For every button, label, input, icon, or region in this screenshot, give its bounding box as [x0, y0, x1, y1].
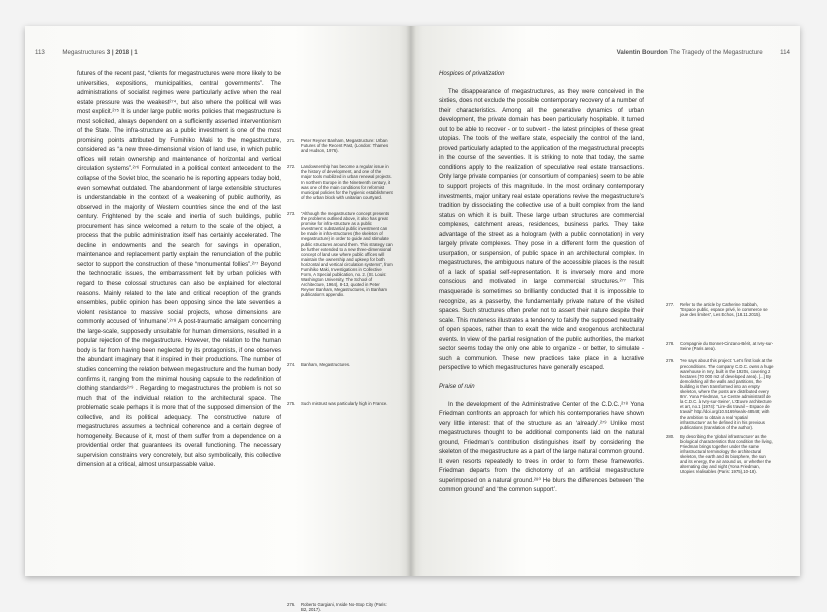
right-footnotes — [666, 302, 774, 475]
article-title: The Tragedy of the Megastructure — [669, 49, 763, 56]
footnote-number: 271. — [287, 138, 296, 143]
footnote — [666, 434, 774, 475]
footnote — [287, 211, 393, 298]
footnote-number: 275. — [287, 400, 296, 406]
right-paragraph: The disappearance of megastructures, as they were conceived in the sixties, does not exclude the possible contemporary recovery of a number of their characteristics. Among all the generative dynamics of urban development, the private domain has been particularly hospitable. It turned out to be able to recover - or to subvert - the latest principles of these great utopias. The tools of the welfare state, especially the control of the land, proved particularly adapted to the application of the megastructural precepts in the course of the seventies. It is striking to note that today, the same conditions apply to the realization of speculative real estate transactions. Only large private companies (or consortium of companies) seem to be able to support projects of this magnitude. In the most ordinary contemporary investments, major unitary real estate operations revive the megastructure’s tradition by dissociating the collective use of a built complex from the land status on which it is built. These large urban structures are commercial complexes, catchment areas, residences, business parks. They take advantage of the street as a hologram (with a public connotation) in very largely private complexes. They pose in a different form the question of usurpation, or suspension, of public space in an architectural complex. In megastructures, the ambiguous nature of the accessible places is the result of a lack of spatial self-representation. It is inversely more and more conscious and motivated in large commercial structures.²⁷⁷ This masquerade is sometimes so brilliantly conducted that it is impossible to recognize, as a passerby, the fundamentally private nature of the visited spaces. Such structures often prefer not to assert their nature despite their scale. This muteness illustrates a tendency to falsify the supposed neutrality of open spaces, rather than to exalt the wide and exogenous architectural events. In view of the partial resignation of the public authorities, the market sector seems today the only one able to organize - or better, to simulate - such a communion. These new practices take place in a lucrative perspective to which megastructures have generally escaped. — [439, 88, 644, 372]
footnote-text: Such mistrust was particularly high in France. — [301, 400, 388, 406]
author-name: Valentin Bourdon — [616, 49, 668, 56]
footnote-number: 278. — [666, 341, 675, 347]
footnote-text: By describing the ‘global infrastructure’ as the biological characteristics that condition the living, Friedman brings together under the same infrastructural terminology the architectural skeleton, the earth and its biosphere, the sun and its energy, the air around us, or whether the alternating day and night (Yona Friedman, Utopies réalisables (Paris: 1975),10-18). — [680, 433, 773, 475]
footnote — [287, 602, 393, 612]
footnote-text: Compagnie du Bonnet-Cinzano-Bérit, at Ivry-sur-Seine (Paris area). — [680, 341, 774, 352]
left-page-number: 113 — [35, 49, 45, 56]
footnote — [287, 138, 393, 153]
left-page — [25, 26, 411, 612]
footnote — [666, 358, 774, 429]
footnote-text: Landownership has become a regular issue in the history of development, and one of the major tools mobilized in urban renewal projects. In northern Europe in the Nineteenth century, it was one of the main conditions for reformist municipal policies for the hygienic establishment of the urban block with unitarian courtyard. — [301, 164, 393, 200]
journal-issue: 3 | 2018 | 1 — [106, 49, 138, 56]
left-running-head — [35, 49, 138, 56]
footnote-text: “He says about this project: ‘Let’s first look at the preconditions. The company C.D.C. owns a huge warehouse in Ivry, built in the 1920s, covering 2 hectares (70 000 m2 of developed area). [...] By demolishing all the walls and partitions, the building is then transformed into an empty skeleton, where the posts are distributed every 8m’. Yona Friedman, ‘Le Centre administratif de la C.D.C. à Ivry-sur-Seine’, L’Œuvre architecture et art, no.1 (1974): “Lire-dis travail – Espace de travail” http://doi.org/10.5169/seals-48548; with the ambition to obtain a real ‘spatial infrastructure’ as he defined it in his previous publications (translation of the author). — [680, 358, 774, 430]
right-running-head — [617, 49, 790, 56]
footnote-text: Refer to the article by Catherine Sabbah, “Espace public, espace privé, le commerce se joue des limites”, Les Echos, (18.11.2015). — [680, 302, 768, 318]
footnote — [287, 362, 393, 367]
right-page — [411, 26, 800, 576]
left-paragraph: futures of the recent past, “clients for megastructures were more likely to be universities, expositions, municipalities, central governments”. The administrations of socialist regimes were particularly active when the real estate pressure was the weakest²⁷⁴, but also where the political will was most explicit.²⁷⁵ It is under large public works policies that megastructure is most solicited, always dependent on a sufficiently asserted interventionism of the State. The infra-structure as a public investment is one of the most promising points attributed by Fumihiko Maki to the megastructure, considered as “a new three-dimensional vision of land use, in which public offices will retain ownership and maintenance of horizontal and vertical circulation systems”.²⁷⁶ Formulated in a political context antecedent to the collapse of the Soviet bloc, the scenario he is reporting appears today bold, even somewhat outdated. The abandonment of large extensible structures is understandable in the context of a weakening of public authority, as observed in the majority of Western countries since the end of the last century. Frightened by the scale and inertia of such buildings, public procurement has since welcomed a return to the scale of the object, a process that the public administration itself has certainly accelerated. The decline in endowments and the search for savings in operation, maintenance and replacement partly explain the renunciation of the public sector to support the construction of these “monumental follies”.²⁷⁷ Beyond the technocratic issues, the embarrassment felt by urban policies with regard to these colossal structures can also be explained for electoral reasons. Mainly related to the late and critical reception of the grands ensembles, public opinion has been opposing since the late seventies a violent resistance to massive social projects, whose dimensions are commonly accused of ‘inhumane’.²⁷⁸ A post-traumatic amalgam concerning the large-scale, supposedly unsuitable for human dimensions, resulted in a popular rejection of the megastructure. However, the relation to the human body is far from having been neglected by its protagonists, if one observes the abundant imaginary that it inspired in their productions. The number of studies concerning the relation between megastructure and the human body confirms it, ranging from the minimal housing capsule to the redefinition of clothing standards²⁷⁹ . Regarding to megastructures the problem is not so much that of the individual relation to the architectural space. The problematic scale perhaps it is more that of the supposed dimension of the collective, and its political adequacy. The constructive nature of megastructures assumes a technical coherence and a certain degree of homogeneity. Because of it, most of them suffer from a dependence on a providential order that guarantees its overall functioning. The necessary supervision constrains very concretely, but also symbolically, this collective dimension at a critical, almost unsurpassable value. — [77, 71, 281, 469]
section-heading: Hospices of privatization — [439, 71, 505, 77]
footnote — [666, 341, 774, 351]
footnote-text: Banham, Megastructures. — [301, 361, 351, 367]
footnote — [287, 164, 393, 200]
footnote-text: Roberto Gargiani, Inside No-Stop City (Paris: B2, 2017). — [301, 601, 387, 612]
footnote-number: 279. — [666, 358, 675, 364]
footnote-text: Peter Reyner Banham, Megastructure: Urban Futures of the Recent Past, (London: Thames and Hudson, 1976). — [301, 138, 389, 154]
footnote-number: 272. — [287, 164, 296, 170]
journal-name: Megastructures — [62, 49, 105, 56]
footnote — [287, 401, 393, 406]
left-body-text — [77, 70, 281, 471]
right-page-number: 114 — [780, 49, 790, 56]
left-footnotes — [287, 138, 393, 612]
footnote-number: 280. — [666, 433, 675, 439]
footnote-text: “Although the megastructure concept presents the problems outlined above, it also has great promise for infra-structure as a public investment: substantial public investment can be made in infra-structures (the skeleton of megastructure) in order to guide and stimulate public structures around them. This strategy can be further extended to a new three-dimensional concept of land use where public offices will maintain the ownership and upkeep for both horizontal and vertical circulation systems”, from Fumihiko Maki, Investigations in Collective Form, A Special publication, no. 2. (St. Louis: Washington University, The School of Architecture, 1964), 8-13, quoted in Peter Reyner Banham, Megastructures, in Banham publication’s appendix. — [301, 210, 393, 298]
footnote-number: 276. — [287, 601, 296, 607]
footnote-number: 277. — [666, 302, 675, 307]
book-gutter — [406, 26, 416, 576]
right-paragraph: In the development of the Administrative Center of the C.D.C.,²⁷⁸ Yona Friedman confronts an approach for which his contemporaries have shown very little interest: that of the structure as an ‘already’.²⁷⁹ Unlike most megastructures thought to be additional components laid on the natural ground, Friedman’s contribution distinguishes itself by considering the skeleton of the megastructure as a part of the large natural common ground. It even resorts repeatedly to trees in order to form these frameworks. Friedman departs from the dichotomy of an artificial megastructure superimposed on a natural ground.²⁸⁰ He blurs the differences between ‘the common ground’ and ‘the common support’. — [439, 401, 644, 494]
footnote-number: 273. — [287, 210, 296, 216]
right-body-text — [439, 70, 644, 496]
footnote — [666, 302, 774, 317]
book-spread — [25, 26, 800, 612]
footnote-number: 274. — [287, 361, 296, 367]
section-heading: Praise of ruin — [439, 383, 475, 390]
